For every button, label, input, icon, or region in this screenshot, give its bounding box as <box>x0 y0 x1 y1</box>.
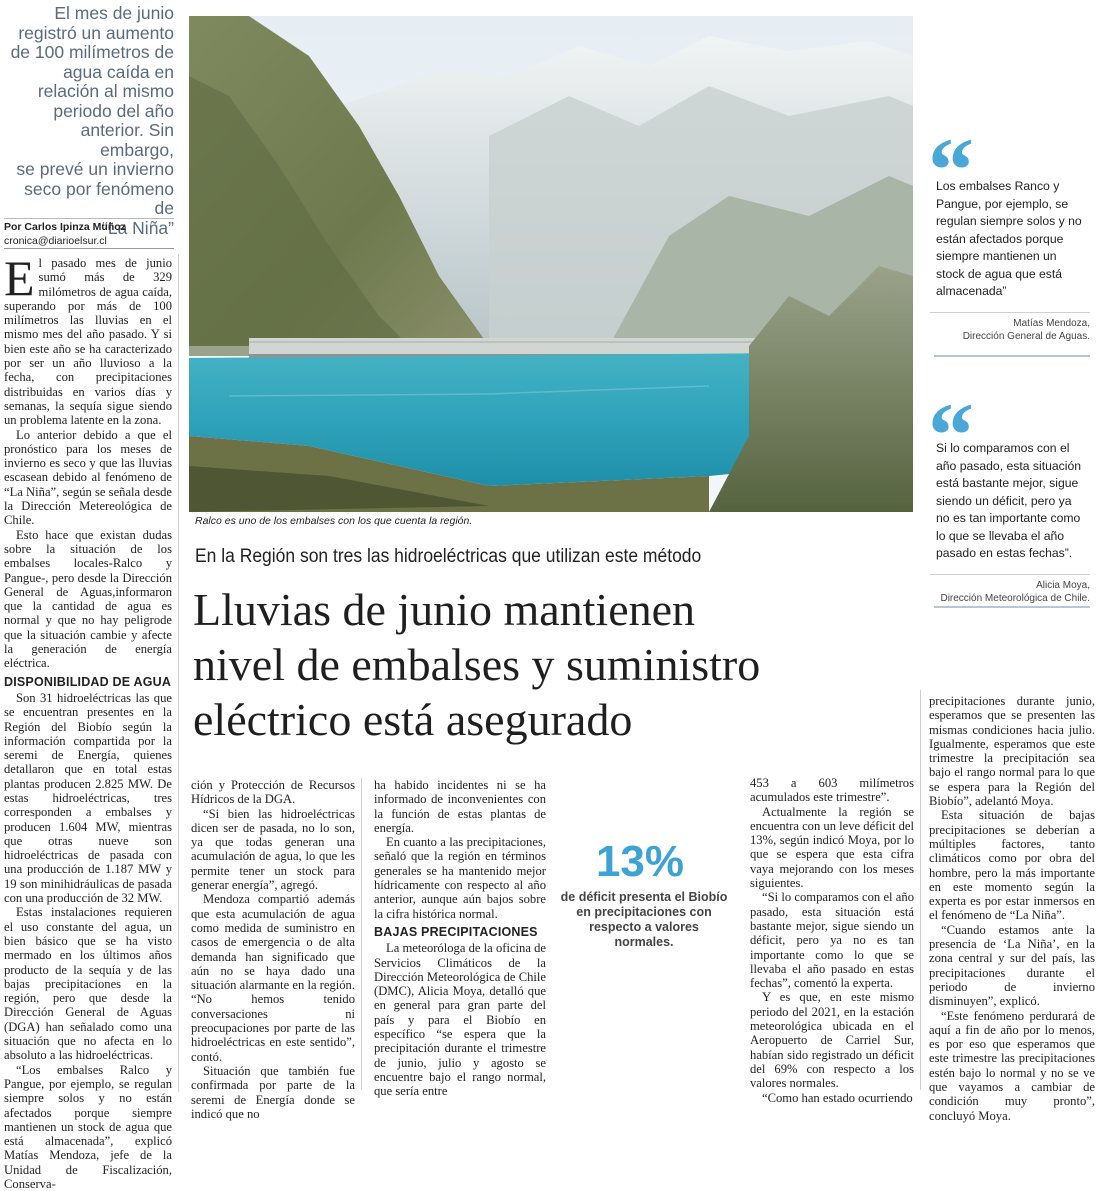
drop-cap: E <box>4 250 35 306</box>
quote-role: Dirección General de Aguas. <box>962 331 1090 342</box>
pull-quote-attribution <box>930 312 1090 343</box>
byline <box>4 218 174 249</box>
paragraph: Actualmente la región se encuentra con un leve déficit del 13%, según indicó Moya, por lo que se espera que esta cifra vaya mejorando con los meses siguientes. <box>750 804 914 891</box>
article-column-4 <box>750 776 914 1105</box>
paragraph: 453 a 603 milímetros acumulados este trimestre”. <box>750 776 914 805</box>
lead-line: relación al mismo <box>37 81 174 101</box>
quote-underline <box>934 355 1090 357</box>
quote-mark-icon: “ <box>928 384 966 486</box>
paragraph: “Como han estado ocurriendo <box>762 1090 913 1105</box>
paragraph: Situación que también fue confirmada por parte de la seremi de Energía donde se indicó que no <box>191 1063 355 1121</box>
subhead: BAJAS PRECIPITACIONES <box>374 924 538 939</box>
lead-line: periodo del año <box>53 100 174 121</box>
pull-quote-text: Los embalses Ranco y Pangue, por ejemplo, se regulan siempre solos y no están afectados porque siempre mantienen un stock de agua que está almacenada” <box>936 179 1082 298</box>
article-column-1 <box>4 250 172 1191</box>
kicker: En la Región son tres las hidroeléctricas que utilizan este método <box>195 546 702 567</box>
stat-value: 13% <box>595 837 685 886</box>
paragraph: “Los embalses Ralco y Pangue, por ejemplo, se regulan siempre solos y no están afectados porque siempre mantienen un stock de agua que está almacenada”, explicó Matías Mendoza, jefe de la Unidad de Fiscalización, Conserva- <box>4 1062 172 1191</box>
column-divider <box>361 778 362 1090</box>
paragraph: Esto hace que existan dudas sobre la situación de los embalses locales-Ralco y Pangue-, pero desde la Dirección General de Aguas,informaron que la cantidad de agua es normal y que no hay peligrode que la situación cambie y afecte la generación de energía eléctrica. <box>4 527 172 671</box>
byline-author: Por Carlos Ipinza Muñoz <box>4 218 174 234</box>
paragraph: En cuanto a las precipitaciones, señaló que la región en términos generales se ha mantenido mejor hídricamente con respecto al año anterior, aunque aún bajos sobre la cifra histórica normal. <box>374 835 546 921</box>
byline-email: cronica@diarioelsur.cl <box>4 235 107 247</box>
headline-line: nivel de embalses y suministro <box>193 639 761 690</box>
paragraph: Y es que, en este mismo periodo del 2021, en la estación meteorológica ubicada en el Aeropuerto de Carriel Sur, habían sido registrado un déficit del 69% con respecto a los valores normales. <box>750 990 914 1091</box>
photo-caption-text: Ralco es uno de los embalses con los que cuenta la región. <box>195 515 473 527</box>
column-divider <box>178 254 179 1092</box>
paragraph: “Cuando estamos ante la presencia de ‘La Niña’, en la zona central y sur del país, las precipitaciones durante el periodo de invierno disminuyen”, explicó. <box>929 922 1095 1009</box>
subhead: DISPONIBILIDAD DE AGUA <box>4 674 172 689</box>
pull-quote-attribution <box>930 574 1090 605</box>
paragraph: ha habido incidentes ni se ha informado de inconvenientes con la función de estas plantas de energía. <box>374 778 546 835</box>
paragraph: “Si lo comparamos con el año pasado, esta situación está bastante mejor, sigue siendo un déficit, pero ya no es tan importante como lo que se llevaba el año pasado en estas fechas”, comentó la experta. <box>750 890 914 991</box>
lead-line: anterior. Sin embargo, <box>80 120 174 160</box>
lead-line: “La Niña” <box>102 217 174 238</box>
stat-description: de déficit presenta el Biobío en precipitaciones con respecto a valores normales. <box>560 890 728 949</box>
pull-quote-text: Si lo comparamos con el año pasado, esta situación está bastante mejor, sigue siendo un déficit, pero ya no es tan importante como lo que se llevaba el año pasado en estas fechas”. <box>936 441 1082 560</box>
quote-author: Alicia Moya, <box>1036 580 1090 591</box>
paragraph: “Este fenómeno perdurará de aquí a fin de año por lo menos, es por eso que esperamos que este trimestre las precipitaciones estén bajo lo normal y no se ve que vayamos a cambiar de condición muy pronto”, concluyó Moya. <box>929 1008 1095 1123</box>
paragraph: l pasado mes de junio sumó más de 329 milómetros de agua caída, superando por más de 100 milímetros las lluvias en el mismo mes del año pasado. Y si bien este año se ha caracterizado por ser un año lluvioso a la fecha, con precipitaciones distribuidas en varios días y semanas, la sequía sigue siendo un problema latente en la zona. <box>4 256 172 428</box>
headline <box>193 582 760 747</box>
dam-landscape-illustration <box>189 16 913 512</box>
paragraph: precipitaciones durante junio, esperamos que se presenten las mismas condiciones hacia julio. Igualmente, esperamos que este trimestre la precipitación sea bajo el rango normal para lo que se espera para la Región del Biobío”, adelantó Moya. <box>929 694 1095 809</box>
lead-line: se prevé un invierno <box>16 159 174 179</box>
paragraph: Lo anterior debido a que el pronóstico para los meses de invierno es seco y que las lluvias escasean debido al fenómeno de “La Niña”, según se señala desde la Dirección Metereológica de Chile. <box>4 427 172 528</box>
paragraph: ción y Protección de Recursos Hídricos de la DGA. <box>191 778 355 807</box>
lead-line: El mes de junio <box>54 3 174 23</box>
article-column-3 <box>374 778 546 1099</box>
lead-line: seco por fenómeno de <box>24 178 174 218</box>
column-divider <box>920 690 921 1090</box>
quote-role: Dirección Meteorológica de Chile. <box>940 593 1090 604</box>
article-column-5 <box>929 694 1095 1123</box>
headline-line: Lluvias de junio mantienen <box>193 584 696 635</box>
reservoir-photo <box>189 16 913 512</box>
paragraph: Esta situación de bajas precipitaciones se deberían a múltiples factores, tanto climáticos como por obra del hombre, pero la más importante en este momento según la experta es por estar inmersos en el fenómeno de “La Niña”. <box>929 808 1095 923</box>
lead-blurb <box>4 4 174 238</box>
paragraph: Son 31 hidroeléctricas las que se encuentran presentes en la Región del Biobío según la información compartida por la seremi de Energía, quienes detallaron que en total estas plantas producen 2.825 MW. De estas hidroeléctricas, tres corresponden a embalses y producen 1.604 MW, mientras que otras nueve son hidroeléctricas de pasada con una producción de 1.187 MW y 19 son minihidráulicas de pasada con una producción de 32 MW. <box>4 690 172 906</box>
quote-underline <box>934 606 1090 608</box>
lead-line: agua caída en <box>63 61 174 82</box>
headline-line: eléctrico está asegurado <box>193 694 633 745</box>
paragraph: Mendoza compartió además que esta acumulación de agua como medida de suministro en casos de emergencia o de alta demanda han significado que aún no se haya dado una situación alarmante en la región. “No hemos tenido conversaciones ni preocupaciones por parte de las hidroeléctricas en este sentido”, contó. <box>191 892 356 1064</box>
paragraph: La meteoróloga de la oficina de Servicios Climáticos de la Dirección Meteorológica de Chile (DMC), Alicia Moya, detalló que en general para gran parte del país y para el Biobío en específico “se espera que la precipitación durante el trimestre de junio, julio y agosto se encuentre bajo el rango normal, que sería entre <box>374 941 546 1099</box>
quote-author: Matías Mendoza, <box>1013 318 1090 329</box>
quote-mark-icon: “ <box>928 119 966 221</box>
paragraph: “Si bien las hidroeléctricas dicen ser de pasada, no lo son, ya que todas generan una acumulación de agua, lo que les permite tener un stock para generar energía”, agregó. <box>191 806 355 893</box>
article-column-2 <box>191 778 355 1121</box>
lead-line: registró un aumento <box>18 22 174 43</box>
paragraph: Estas instalaciones requieren el uso constante del agua, un bien básico que se ha visto mermado en los últimos años producto de la sequía y de las bajas precipitaciones en la región, pero que desde la Dirección General de Aguas (DGA) han señalado como una situación que no afecta en lo absoluto a las hidroeléctricas. <box>4 905 172 1063</box>
lead-line: de 100 milímetros de <box>10 42 174 62</box>
